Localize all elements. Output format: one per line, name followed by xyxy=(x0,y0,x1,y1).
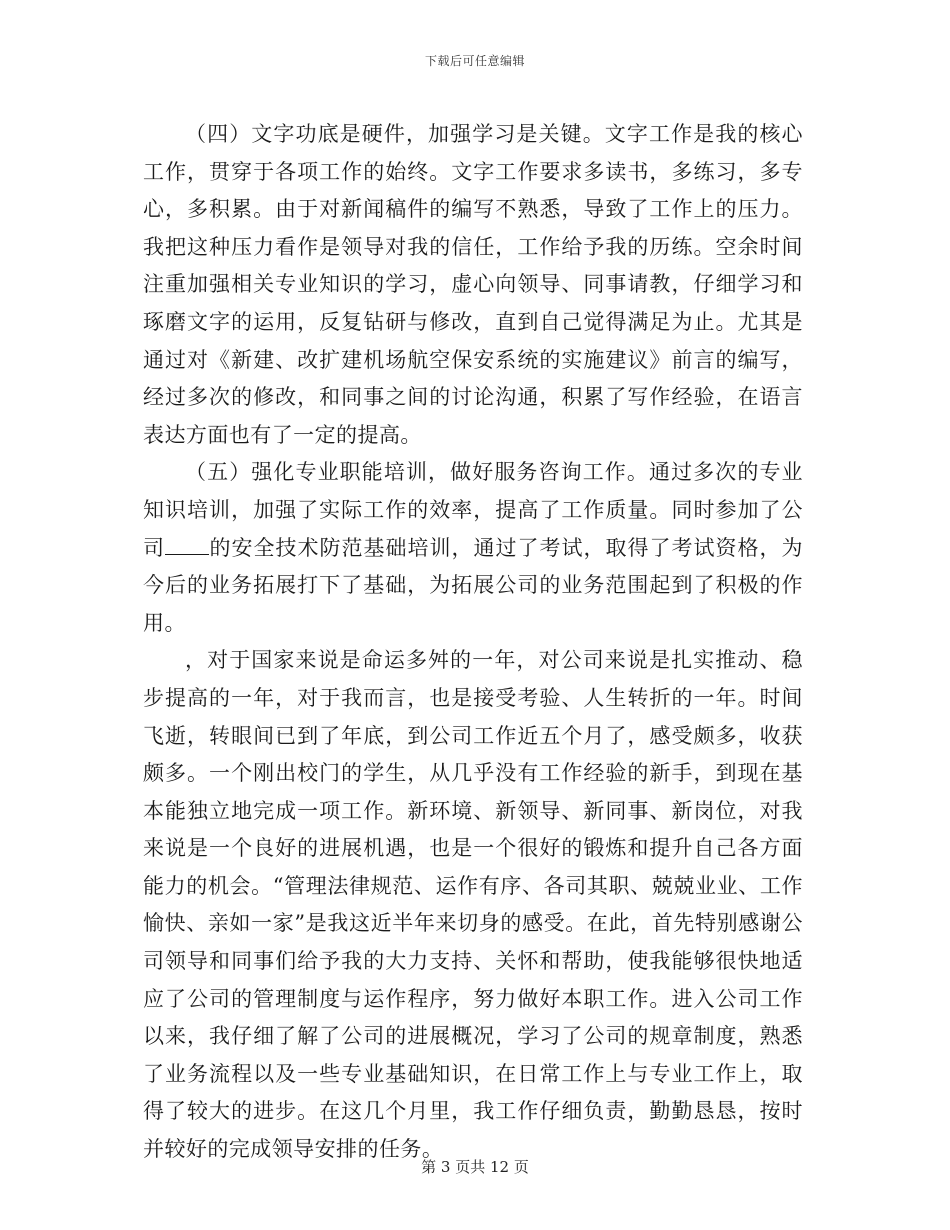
document-body xyxy=(143,116,803,1169)
paragraph-year-summary: ，对于国家来说是命运多舛的一年，对公司来说是扎实推动、稳步提高的一年，对于我而言，也是接受考验、人生转折的一年。时间飞逝，转眼间已到了年底，到公司工作近五个月了，感受颇多，收获颇多。一个刚出校门的学生，从几乎没有工作经验的新手，到现在基本能独立地完成一项工作。新环境、新领导、新同事、新岗位，对我来说是一个良好的进展机遇，也是一个很好的锻炼和提升自己各方面能力的机会。“管理法律规范、运作有序、各司其职、兢兢业业、工作愉快、亲如一家”是我这近半年来切身的感受。在此，首先特别感谢公司领导和同事们给予我的大力支持、关怀和帮助，使我能够很快地适应了公司的管理制度与运作程序，努力做好本职工作。进入公司工作以来，我仔细了解了公司的进展概况，学习了公司的规章制度，熟悉了业务流程以及一些专业基础知识，在日常工作上与专业工作上，取得了较大的进步。在这几个月里，我工作仔细负责，勤勤恳恳，按时并较好的完成领导安排的任务。 xyxy=(143,648,803,1162)
page-header: 下载后可任意编辑 xyxy=(424,54,525,68)
fill-in-blank xyxy=(165,538,209,555)
paragraph-section-five xyxy=(143,454,803,642)
paragraph-section-four: （四）文字功底是硬件，加强学习是关键。文字工作是我的核心工作，贯穿于各项工作的始终。文字工作要求多读书，多练习，多专心，多积累。由于对新闻稿件的编写不熟悉，导致了工作上的压力。我把这种压力看作是领导对我的信任，工作给予我的历练。空余时间注重加强相关专业知识的学习，虚心向领导、同事请教，仔细学习和琢磨文字的运用，反复钻研与修改，直到自己觉得满足为止。尤其是通过对《新建、改扩建机场航空保安系统的实施建议》前言的编写，经过多次的修改，和同事之间的讨论沟通，积累了写作经验，在语言表达方面也有了一定的提高。 xyxy=(143,122,803,447)
paragraph-text-before-blank: （五）强化专业职能培训，做好服务咨询工作。通过多次的专业知识培训，加强了实际工作的效率，提高了工作质量。同时参加了公司 xyxy=(143,460,803,560)
paragraph-text-after-blank: 的安全技术防范基础培训，通过了考试，取得了考试资格，为今后的业务拓展打下了基础，为拓展公司的业务范围起到了积极的作用。 xyxy=(143,535,803,635)
page-footer: 第 3 页共 12 页 xyxy=(421,1158,529,1176)
